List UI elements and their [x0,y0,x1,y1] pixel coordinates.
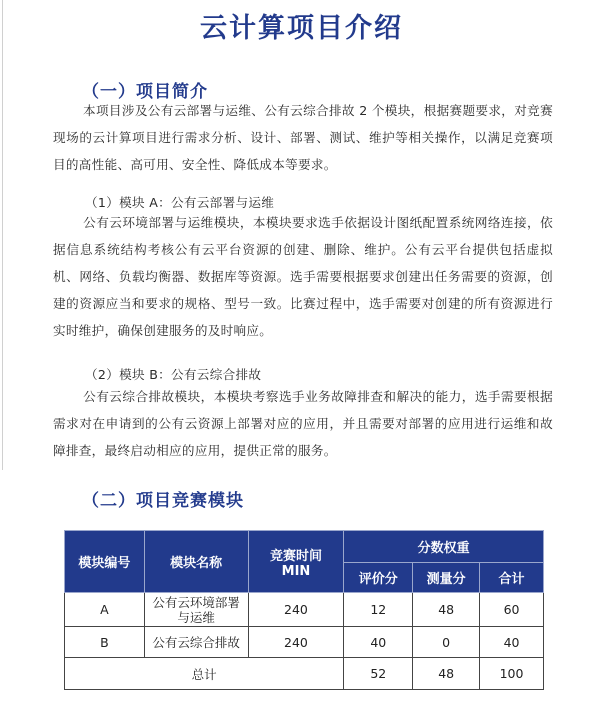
table-header-row [65,531,544,563]
module-a-paragraph [53,209,553,344]
module-a-text: 公有云环境部署与运维模块，本模块要求选手依据设计图纸配置系统网络连接，依据信息系统结构考核公有云平台资源的创建、删除、维护。公有云平台提供包括虚拟机、网络、负载均衡器、数据库等资源。选手需要根据要求创建出任务需要的资源，创建的资源应当和要求的规格、型号一致。比赛过程中，选手需要对创建的所有资源进行实时维护，确保创建服务的及时响应。 [53,215,553,338]
intro-paragraph [53,97,553,178]
cell-module-no: A [65,593,145,627]
section-heading-modules: （二）项目竞赛模块 [82,491,244,511]
section-heading-intro: （一）项目简介 [82,82,208,102]
cell-measure: 48 [413,593,480,627]
cell-time: 240 [248,593,344,627]
header-module-name: 模块名称 [144,531,248,593]
cell-total: 40 [480,627,544,658]
table-row [65,627,544,658]
cell-module-no: B [65,627,145,658]
competition-modules-table [64,530,544,690]
cell-eval: 12 [344,593,413,627]
header-total: 合计 [480,563,544,593]
cell-module-name-line1: 公有云环境部署 [152,594,240,610]
header-measure: 测量分 [413,563,480,593]
header-module-no: 模块编号 [65,531,145,593]
cell-summary-measure: 48 [413,658,480,690]
cell-total: 60 [480,593,544,627]
intro-text: 本项目涉及公有云部署与运维、公有云综合排故 2 个模块，根据赛题要求，对竞赛现场的云计算项目进行需求分析、设计、部署、测试、维护等相关操作，以满足竞赛项目的高性能、高可用、安全性、降低成本等要求。 [53,103,553,172]
cell-measure: 0 [413,627,480,658]
header-time-line1: 竞赛时间 [269,548,322,564]
module-b-paragraph [53,383,553,464]
cell-eval: 40 [344,627,413,658]
module-a-title: （1）模块 A：公有云部署与运维 [85,195,275,210]
header-eval: 评价分 [344,563,413,593]
header-time-line2: MIN [281,563,311,579]
cell-summary-total: 100 [480,658,544,690]
page-edge-line [2,0,3,470]
cell-time: 240 [248,627,344,658]
cell-summary-eval: 52 [344,658,413,690]
cell-module-name [144,593,248,627]
cell-summary-label: 总计 [65,658,344,690]
table-summary-row [65,658,544,690]
module-b-text: 公有云综合排故模块，本模块考察选手业务故障排查和解决的能力，选手需要根据需求对在申请到的公有云资源上部署对应的应用，并且需要对部署的应用进行运维和故障排查，最终启动相应的应用，提供正常的服务。 [53,389,553,458]
module-b-title: （2）模块 B：公有云综合排故 [85,367,262,382]
cell-module-name-line2: 与运维 [177,609,215,625]
header-weight: 分数权重 [344,531,544,563]
header-time [248,531,344,593]
page-title: 云计算项目介绍 [200,13,403,44]
cell-module-name: 公有云综合排故 [144,627,248,658]
table-row [65,593,544,627]
